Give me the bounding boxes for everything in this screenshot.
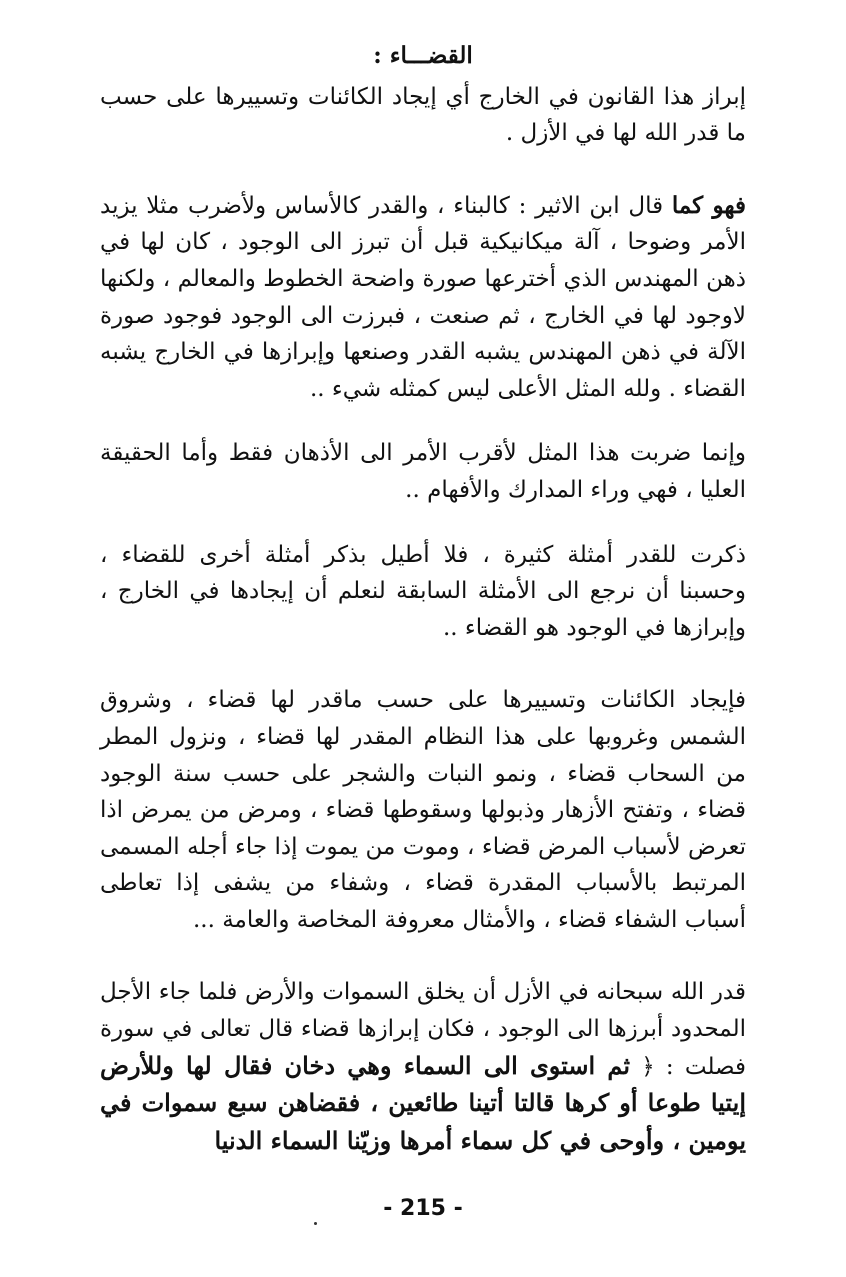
section-heading: القضـــاء : <box>373 42 473 69</box>
scan-speck <box>314 1222 317 1225</box>
paragraph-analogy-text: قال ابن الاثير : كالبناء ، والقدر كالأساس ولأضرب مثلا يزيد الأمر وضوحا ، آلة ميكانيكية قبل أن تبرز الى الوجود ، كان لها في ذهن المهندس الذي أخترعها صورة واضحة الخطوط والمعالم ، ولكنها لاوجود لها في الخارج ، ثم صنعت ، فبرزت الى الوجود فوجود صورة الآلة في ذهن المهندس يشبه القدر وصنعها وإبرازها في الخارج يشبه القضاء . ولله المثل الأعلى ليس كمثله شيء .. <box>100 192 746 402</box>
page-body <box>100 38 746 1160</box>
paragraph-examples: فإيجاد الكائنات وتسييرها على حسب ماقدر لها قضاء ، وشروق الشمس وغروبها على هذا النظام المقدر لها قضاء ، ونزول المطر من السحاب قضاء ، ونمو النبات والشجر على حسب سنة الوجود قضاء ، وتفتح الأزهار وذبولها وسقوطها قضاء ، ومرض من يمرض اذا تعرض لأسباب المرض قضاء ، وموت من يموت إذا جاء أجله المسمى المرتبط بالأسباب المقدرة قضاء ، وشفاء من يشفى إذا تعاطى أسباب الشفاء قضاء ، والأمثال معروفة المخاصة والعامة ... <box>100 687 746 933</box>
paragraph-definition: إبراز هذا القانون في الخارج أي إيجاد الكائنات وتسييرها على حسب ما قدر الله لها في الأزل . <box>100 83 746 147</box>
paragraph-examples-intro: ذكرت للقدر أمثلة كثيرة ، فلا أطيل بذكر أمثلة أخرى للقضاء ، وحسبنا أن نرجع الى الأمثلة السابقة لنعلم أن إيجادها في الخارج ، وإبرازها في الوجود هو القضاء .. <box>100 541 746 641</box>
paragraph-quran <box>100 974 746 1160</box>
page-number: - 215 - <box>383 1196 463 1221</box>
paragraph-lead: فهو كما <box>671 191 746 219</box>
quran-quote: ثم استوى الى السماء وهي دخان فقال لها وللأرض إيتيا طوعا أو كرها قالتا أتينا طائعين ، فقضاهن سبع سموات في يومين ، وأوحى في كل سماء أمرها وزيّنا السماء الدنيا <box>100 1050 746 1155</box>
paragraph-note: وإنما ضربت هذا المثل لأقرب الأمر الى الأذهان فقط وأما الحقيقة العليا ، فهي وراء المدارك والأفهام .. <box>100 440 746 503</box>
paragraph-quran-intro: قدر الله سبحانه في الأزل أن يخلق السموات والأرض فلما جاء الأجل المحدود أبرزها الى الوجود ، فكان إبرازها قضاء قال تعالى في سورة فصلت : ﴿ <box>100 979 746 1080</box>
paragraph-analogy <box>100 188 746 408</box>
